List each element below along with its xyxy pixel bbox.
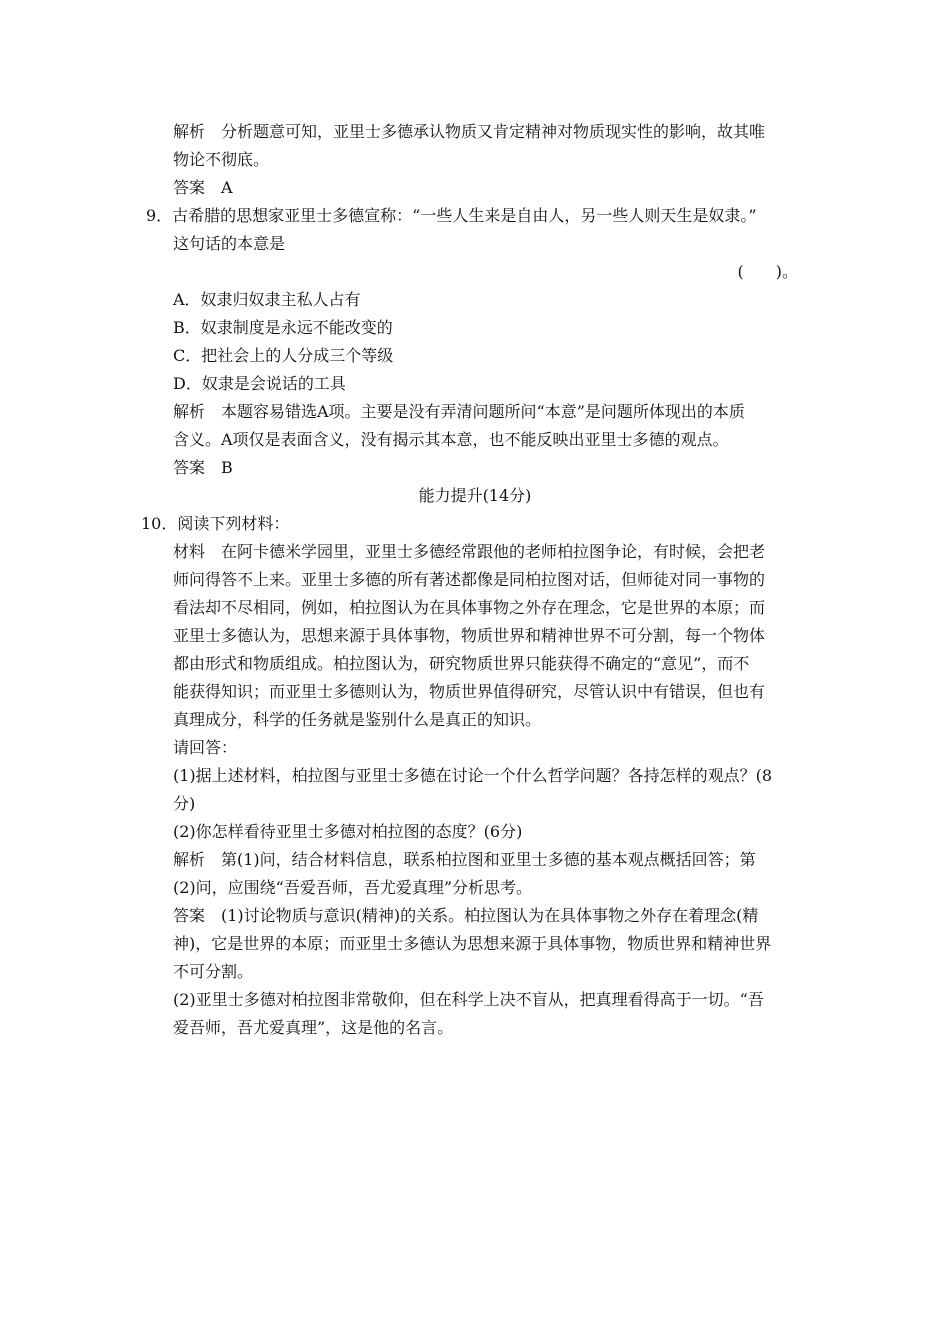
- q9-answer: 答案 B: [173, 458, 233, 477]
- q8-analysis-line: 解析 分析题意可知，亚里士多德承认物质又肯定精神对物质现实性的影响，故其唯: [173, 122, 766, 141]
- q9-analysis-line: 解析 本题容易错选A项。主要是没有弄清问题所问“本意”是问题所体现出的本质: [173, 402, 745, 421]
- section-title: 能力提升(14分): [418, 486, 532, 505]
- q10-answer-line: 不可分割。: [173, 962, 254, 981]
- q10-material-line: 能获得知识；而亚里士多德则认为，物质世界值得研究，尽管认识中有错误，但也有: [173, 682, 766, 701]
- q10-answer-line: 爱吾师，吾尤爱真理”，这是他的名言。: [173, 1018, 454, 1037]
- q10-subquestion-2: (2)你怎样看待亚里士多德对柏拉图的态度？(6分): [173, 822, 523, 841]
- q10-subquestion-1: (1)据上述材料，柏拉图与亚里士多德在讨论一个什么哲学问题？各持怎样的观点？(8: [173, 766, 773, 785]
- q8-analysis-line: 物论不彻底。: [173, 150, 270, 169]
- q10-answer-line: (2)亚里士多德对柏拉图非常敬仰，但在科学上决不盲从，把真理看得高于一切。“吾: [173, 990, 764, 1009]
- q10-material-line: 师问得答不上来。亚里士多德的所有著述都像是同柏拉图对话，但师徒对同一事物的: [173, 570, 766, 589]
- q9-option-a: A．奴隶归奴隶主私人占有: [173, 290, 361, 309]
- q10-material-line: 真理成分，科学的任务就是鉴别什么是真正的知识。: [173, 710, 542, 729]
- q9-analysis-line: 含义。A项仅是表面含义，没有揭示其本意，也不能反映出亚里士多德的观点。: [173, 430, 729, 449]
- q10-material-line: 材料 在阿卡德米学园里，亚里士多德经常跟他的老师柏拉图争论，有时候，会把老: [173, 542, 766, 561]
- q9-stem: 9．古希腊的思想家亚里士多德宣称：“一些人生来是自由人，另一些人则天生是奴隶。”: [146, 206, 757, 225]
- q10-material-line: 看法却不尽相同，例如，柏拉图认为在具体事物之外存在理念，它是世界的本原；而: [173, 598, 766, 617]
- q10-material-line: 都由形式和物质组成。柏拉图认为，研究物质世界只能获得不确定的“意见”，而不: [173, 654, 750, 673]
- q10-answer-line: 神)，它是世界的本原；而亚里士多德认为思想来源于具体事物，物质世界和精神世界: [173, 934, 772, 953]
- q10-answer-line: 答案 (1)讨论物质与意识(精神)的关系。柏拉图认为在具体事物之外存在着理念(精: [173, 906, 759, 925]
- q9-stem: 这句话的本意是: [173, 234, 286, 253]
- q9-answer-bracket: ( )。: [737, 262, 798, 281]
- q10-analysis-line: (2)问，应围绕“吾爱吾师，吾尤爱真理”分析思考。: [173, 878, 533, 897]
- q9-option-b: B．奴隶制度是永远不能改变的: [173, 318, 393, 337]
- q10-subquestion-1: 分): [173, 794, 196, 813]
- q10-prompt: 请回答：: [173, 738, 238, 757]
- q9-option-d: D．奴隶是会说话的工具: [173, 374, 346, 393]
- q10-stem: 10．阅读下列材料：: [141, 514, 290, 533]
- q10-material-line: 亚里士多德认为，思想来源于具体事物，物质世界和精神世界不可分割，每一个物体: [173, 626, 766, 645]
- q8-answer: 答案 A: [173, 178, 233, 197]
- q9-option-c: C．把社会上的人分成三个等级: [173, 346, 394, 365]
- q10-analysis-line: 解析 第(1)问，结合材料信息，联系柏拉图和亚里士多德的基本观点概括回答；第: [173, 850, 756, 869]
